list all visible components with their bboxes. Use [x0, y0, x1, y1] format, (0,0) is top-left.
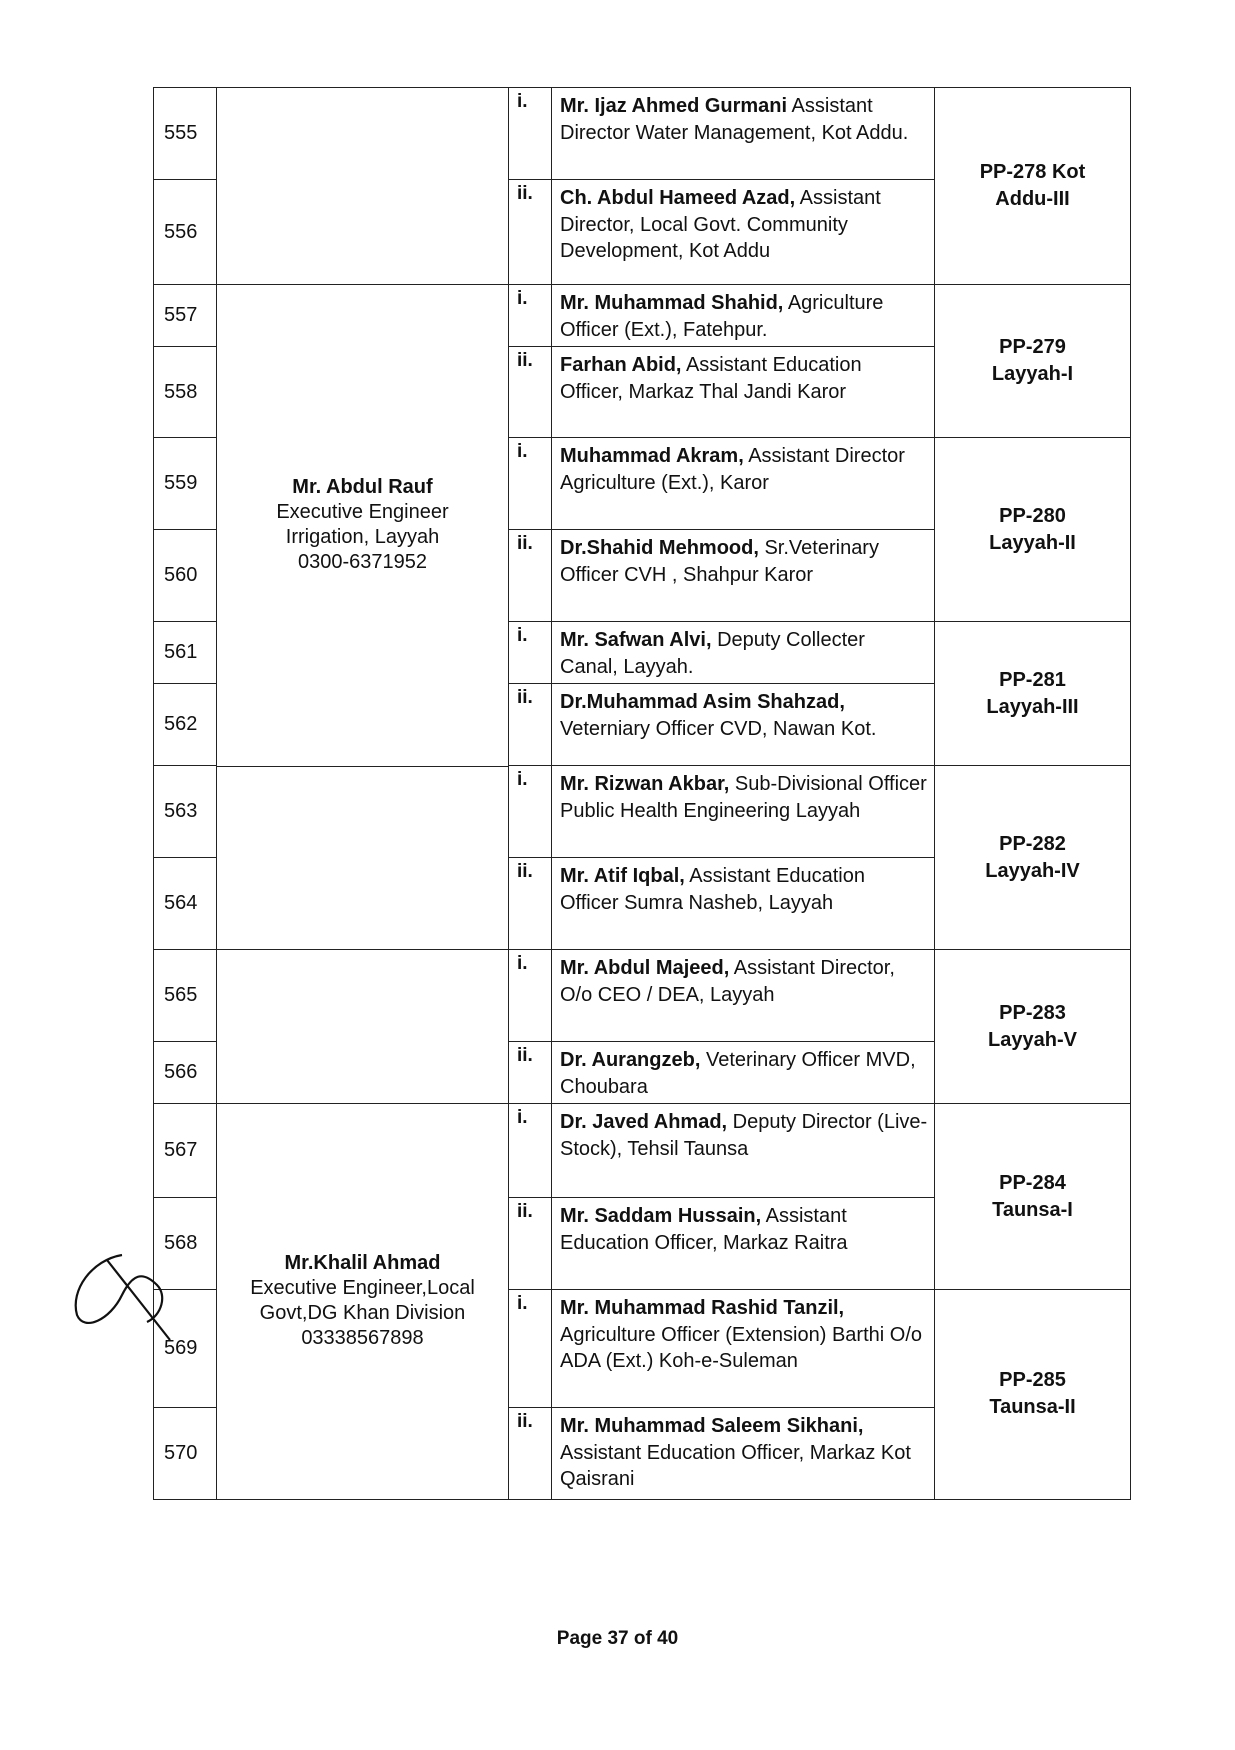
staff-name: Mr. Rizwan Akbar, — [560, 773, 730, 795]
staff-name: Muhammad Akram, — [560, 445, 744, 467]
staff-designation: Veterniary Officer CVD, Nawan Kot. — [560, 717, 877, 740]
constituency-cell — [934, 437, 1131, 623]
constituency-line: Layyah-I — [991, 363, 1074, 386]
serial-number-cell — [153, 346, 217, 439]
constituency — [992, 334, 1073, 388]
item-number: ii. — [517, 1201, 533, 1222]
staff-designation: Veterinary Officer MVD, Choubara — [560, 1049, 916, 1098]
constituency — [988, 1000, 1077, 1054]
constituency-line: PP-281 — [999, 668, 1066, 691]
constituency — [989, 503, 1076, 557]
serial-number: 561 — [164, 641, 198, 664]
staff-name: Mr. Muhammad Shahid, — [560, 292, 784, 314]
constituency-line: Layyah-V — [988, 1028, 1077, 1051]
constituency-cell — [934, 765, 1131, 951]
staff-details-cell — [551, 437, 935, 531]
item-number: ii. — [517, 1045, 533, 1066]
serial-number-cell — [153, 437, 217, 531]
item-number-cell — [508, 621, 552, 685]
staff-designation: Assistant Education Officer, Markaz Thal Jandi Karor — [560, 354, 862, 403]
staff-name: Mr. Muhammad Rashid Tanzil, — [560, 1297, 845, 1319]
constituency — [989, 1367, 1075, 1421]
staff-name: Dr. Javed Ahmad, — [560, 1111, 728, 1133]
staff-designation: Sub-Divisional Officer Public Health Engineering Layyah — [560, 773, 927, 822]
officer-detail-line: 03338567898 — [301, 1327, 424, 1350]
serial-number-cell — [153, 765, 217, 859]
officer-name: Mr.Khalil Ahmad — [284, 1252, 441, 1275]
staff-designation: Assistant Education Officer, Markaz Raitra — [560, 1205, 848, 1254]
supervising-officer-cell — [216, 1103, 509, 1500]
staff-name: Mr. Muhammad Saleem Sikhani, — [560, 1415, 864, 1437]
serial-number: 558 — [164, 380, 198, 403]
serial-number-cell — [153, 1041, 217, 1105]
staff-details-cell — [551, 346, 935, 439]
item-number-cell — [508, 437, 552, 531]
staff-details-cell — [551, 683, 935, 767]
item-number-cell — [508, 1103, 552, 1199]
serial-number: 563 — [164, 800, 198, 823]
constituency-line: PP-278 Kot — [979, 161, 1086, 184]
serial-number-cell — [153, 284, 217, 348]
item-number-cell — [508, 179, 552, 286]
item-number-cell — [508, 949, 552, 1043]
item-number-cell — [508, 857, 552, 951]
constituency-line: PP-284 — [999, 1171, 1066, 1194]
staff-details-cell — [551, 87, 935, 181]
staff-designation: Sr.Veterinary Officer CVH , Shahpur Karor — [560, 537, 879, 586]
staff-designation: Agriculture Officer (Extension) Barthi O/o ADA (Ext.) Koh-e-Suleman — [560, 1323, 922, 1372]
staff-details-cell — [551, 1103, 935, 1199]
staff-designation: Deputy Collecter Canal, Layyah. — [560, 629, 865, 678]
item-number: ii. — [517, 861, 533, 882]
item-number-cell — [508, 765, 552, 859]
constituency — [980, 159, 1086, 213]
constituency-line: PP-279 — [999, 336, 1066, 359]
item-number: i. — [517, 1107, 528, 1128]
serial-number-cell — [153, 857, 217, 951]
supervising-officer — [250, 1251, 475, 1351]
constituency — [986, 667, 1078, 721]
item-number: ii. — [517, 350, 533, 371]
staff-designation: Assistant Education Officer, Markaz Kot Qaisrani — [560, 1441, 911, 1490]
constituency — [985, 831, 1079, 885]
serial-number: 566 — [164, 1061, 198, 1084]
staff-name: Mr. Abdul Majeed, — [560, 957, 730, 979]
serial-number: 564 — [164, 892, 198, 915]
staff-details-cell — [551, 529, 935, 623]
item-number: i. — [517, 441, 528, 462]
serial-number: 559 — [164, 472, 198, 495]
constituency-cell — [934, 284, 1131, 439]
constituency-line: Taunsa-II — [989, 1396, 1076, 1419]
item-number: i. — [517, 1293, 528, 1314]
constituency — [992, 1170, 1073, 1224]
officer-name: Mr. Abdul Rauf — [292, 476, 433, 499]
officer-cell-empty — [216, 949, 509, 1105]
staff-name: Mr. Safwan Alvi, — [560, 629, 712, 651]
serial-number: 557 — [164, 304, 198, 327]
item-number: i. — [517, 288, 528, 309]
officer-detail-line: Irrigation, Layyah — [285, 526, 440, 549]
staff-details-cell — [551, 179, 935, 286]
item-number: i. — [517, 91, 528, 112]
staff-designation: Assistant Director Water Management, Kot Addu. — [560, 95, 909, 144]
serial-number: 555 — [164, 122, 198, 145]
serial-number: 560 — [164, 564, 198, 587]
staff-designation: Assistant Director, Local Govt. Community Development, Kot Addu — [560, 187, 881, 262]
page-footer: Page 37 of 40 — [556, 1628, 679, 1649]
officer-detail-line: 0300-6371952 — [297, 551, 427, 574]
constituency-cell — [934, 87, 1131, 286]
item-number: ii. — [517, 183, 533, 204]
staff-designation: Agriculture Officer (Ext.), Fatehpur. — [560, 292, 884, 341]
serial-number-cell — [153, 621, 217, 685]
staff-name: Mr. Saddam Hussain, — [560, 1205, 762, 1227]
constituency-line: Layyah-II — [989, 531, 1076, 554]
item-number-cell — [508, 346, 552, 439]
serial-number: 570 — [164, 1441, 198, 1464]
constituency-line: Addu-III — [995, 188, 1070, 211]
staff-details-cell — [551, 621, 935, 685]
duty-allocation-table — [153, 87, 1131, 1504]
item-number-cell — [508, 1041, 552, 1105]
serial-number: 569 — [164, 1337, 198, 1360]
staff-designation: Deputy Director (Live-Stock), Tehsil Taunsa — [560, 1111, 928, 1160]
item-number: i. — [517, 625, 528, 646]
constituency-line: PP-280 — [999, 504, 1066, 527]
staff-details-cell — [551, 284, 935, 348]
staff-designation: Assistant Education Officer Sumra Nasheb, Layyah — [560, 865, 865, 914]
serial-number-cell — [153, 529, 217, 623]
constituency-cell — [934, 621, 1131, 767]
staff-name: Dr.Shahid Mehmood, — [560, 537, 759, 559]
serial-number-cell — [153, 1103, 217, 1199]
serial-number-cell — [153, 87, 217, 181]
officer-detail-line: Executive Engineer — [276, 501, 449, 524]
constituency-cell — [934, 1103, 1131, 1291]
staff-name: Mr. Ijaz Ahmed Gurmani — [560, 95, 788, 117]
serial-number-cell — [153, 1407, 217, 1500]
item-number-cell — [508, 1289, 552, 1409]
item-number: ii. — [517, 533, 533, 554]
staff-designation: Assistant Director Agriculture (Ext.), Karor — [560, 445, 905, 494]
serial-number: 568 — [164, 1232, 198, 1255]
serial-number-cell — [153, 949, 217, 1043]
staff-details-cell — [551, 1407, 935, 1500]
item-number-cell — [508, 683, 552, 767]
staff-details-cell — [551, 949, 935, 1043]
item-number-cell — [508, 1407, 552, 1500]
item-number: i. — [517, 769, 528, 790]
staff-details-cell — [551, 1289, 935, 1409]
item-number-cell — [508, 1197, 552, 1291]
staff-designation: Assistant Director, O/o CEO / DEA, Layyah — [560, 957, 895, 1006]
staff-details-cell — [551, 1197, 935, 1291]
staff-details-cell — [551, 857, 935, 951]
staff-details-cell — [551, 765, 935, 859]
serial-number-cell — [153, 683, 217, 767]
supervising-officer-cell — [216, 284, 509, 767]
item-number: ii. — [517, 1411, 533, 1432]
constituency-cell — [934, 1289, 1131, 1500]
officer-detail-line: Govt,DG Khan Division — [259, 1302, 466, 1325]
officer-detail-line: Executive Engineer,Local — [250, 1277, 475, 1300]
officer-cell-empty — [216, 87, 509, 286]
constituency-line: Layyah-III — [986, 695, 1079, 718]
staff-name: Ch. Abdul Hameed Azad, — [560, 187, 796, 209]
serial-number: 565 — [164, 984, 198, 1007]
serial-number-cell — [153, 179, 217, 286]
item-number-cell — [508, 529, 552, 623]
item-number-cell — [508, 284, 552, 348]
constituency-line: PP-283 — [999, 1001, 1066, 1024]
item-number-cell — [508, 87, 552, 181]
serial-number: 556 — [164, 220, 198, 243]
supervising-officer — [276, 475, 448, 575]
staff-name: Farhan Abid, — [560, 354, 682, 376]
staff-name: Dr.Muhammad Asim Shahzad, — [560, 691, 845, 713]
staff-details-cell — [551, 1041, 935, 1105]
item-number: ii. — [517, 687, 533, 708]
signature — [62, 1240, 182, 1350]
constituency-cell — [934, 949, 1131, 1105]
serial-number: 562 — [164, 713, 198, 736]
item-number: i. — [517, 953, 528, 974]
constituency-line: PP-282 — [999, 832, 1066, 855]
staff-name: Dr. Aurangzeb, — [560, 1049, 701, 1071]
constituency-line: Layyah-IV — [985, 859, 1080, 882]
staff-name: Mr. Atif Iqbal, — [560, 865, 685, 887]
serial-number: 567 — [164, 1139, 198, 1162]
constituency-line: Taunsa-I — [992, 1198, 1073, 1221]
constituency-line: PP-285 — [999, 1369, 1066, 1392]
